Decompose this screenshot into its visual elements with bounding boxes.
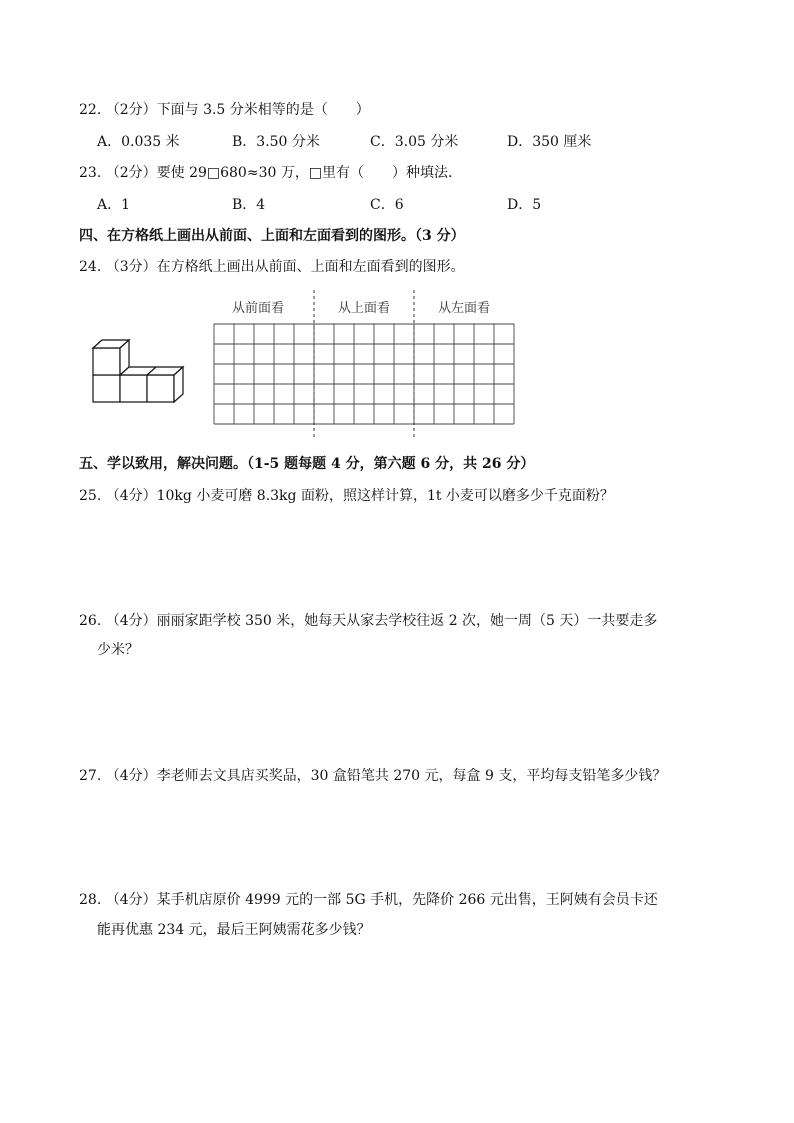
q24-figure-svg bbox=[88, 290, 532, 440]
question-28-line-2: 能再优惠 234 元，最后王阿姨需花多少钱？ bbox=[97, 922, 371, 938]
question-22: 22. （2分）下面与 3.5 分米相等的是（ ） bbox=[79, 102, 370, 118]
question-25: 25. （4分）10kg 小麦可磨 8.3kg 面粉，照这样计算，1t 小麦可以磨多少千克面粉？ bbox=[79, 488, 614, 504]
q23-option-a: A．1 bbox=[97, 197, 131, 213]
q23-option-d: D．5 bbox=[507, 197, 542, 213]
answer-grid bbox=[214, 324, 514, 424]
cube-front-bottom-1 bbox=[93, 375, 120, 402]
cube-front-top bbox=[93, 348, 120, 375]
cube-stack-drawing bbox=[93, 340, 183, 402]
q23-option-c: C．6 bbox=[370, 197, 404, 213]
question-24: 24. （3分）在方格纸上画出从前面、上面和左面看到的图形。 bbox=[79, 259, 465, 275]
q22-option-b: B．3.50 分米 bbox=[232, 134, 320, 150]
grid-label-left: 从左面看 bbox=[437, 301, 491, 316]
grid-label-front: 从前面看 bbox=[231, 301, 285, 316]
question-26-line-2: 少米？ bbox=[97, 642, 139, 658]
question-23: 23. （2分）要使 29□680≈30 万，□里有（ ）种填法． bbox=[79, 165, 463, 181]
q22-option-a: A．0.035 米 bbox=[97, 134, 180, 150]
cube-front-bottom-3 bbox=[147, 375, 174, 402]
question-26-line-1: 26. （4分）丽丽家距学校 350 米，她每天从家去学校往返 2 次，她一周（5 天）一共要走多 bbox=[79, 613, 658, 629]
question-28-line-1: 28. （4分）某手机店原价 4999 元的一部 5G 手机，先降价 266 元出售，王阿姨有会员卡还 bbox=[79, 892, 658, 908]
q22-option-c: C．3.05 分米 bbox=[370, 134, 459, 150]
q23-option-b: B．4 bbox=[232, 197, 266, 213]
question-27: 27. （4分）李老师去文具店买奖品，30 盒铅笔共 270 元，每盒 9 支，平均每支铅笔多少钱？ bbox=[79, 768, 667, 784]
q24-figure bbox=[88, 290, 532, 440]
grid-label-top: 从上面看 bbox=[337, 301, 391, 316]
q22-option-d: D．350 厘米 bbox=[507, 134, 592, 150]
section-5-heading: 五、学以致用，解决问题。（1-5 题每题 4 分，第六题 6 分，共 26 分） bbox=[79, 456, 535, 472]
section-4-heading: 四、在方格纸上画出从前面、上面和左面看到的图形。（3 分） bbox=[79, 228, 465, 244]
cube-front-bottom-2 bbox=[120, 375, 147, 402]
